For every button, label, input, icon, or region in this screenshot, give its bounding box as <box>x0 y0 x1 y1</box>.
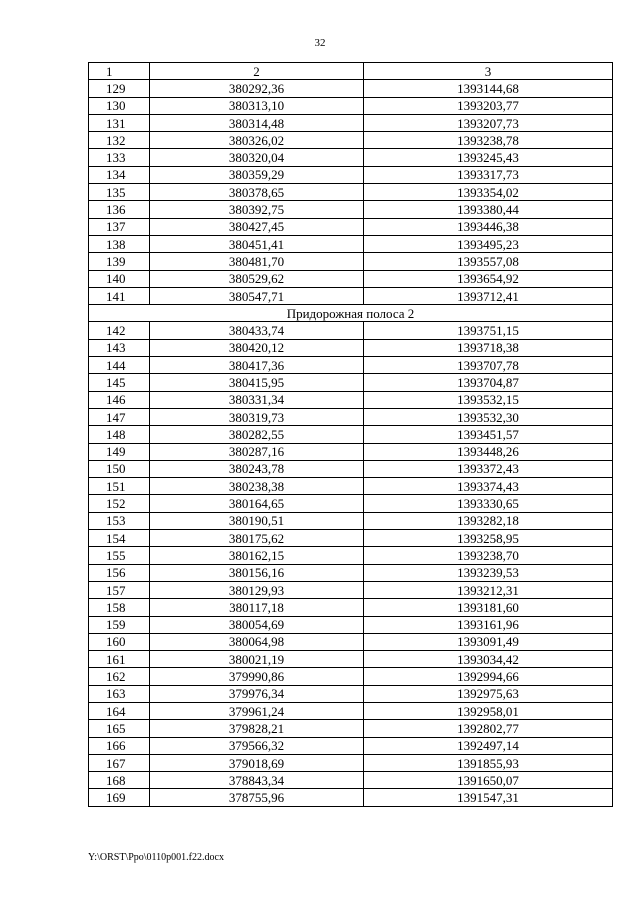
y-coordinate-cell: 1393751,15 <box>364 322 613 339</box>
x-coordinate-cell: 380129,93 <box>150 581 364 598</box>
y-coordinate-cell: 1393258,95 <box>364 530 613 547</box>
y-coordinate-cell: 1391855,93 <box>364 754 613 771</box>
y-coordinate-cell: 1393495,23 <box>364 235 613 252</box>
table-row <box>89 132 613 149</box>
x-coordinate-cell: 379828,21 <box>150 720 364 737</box>
table-row <box>89 685 613 702</box>
x-coordinate-cell: 380190,51 <box>150 512 364 529</box>
x-coordinate-cell: 380392,75 <box>150 201 364 218</box>
point-number-cell: 142 <box>89 322 150 339</box>
point-number-cell: 167 <box>89 754 150 771</box>
point-number-cell: 148 <box>89 426 150 443</box>
point-number-cell: 147 <box>89 408 150 425</box>
point-number-cell: 135 <box>89 184 150 201</box>
y-coordinate-cell: 1393238,78 <box>364 132 613 149</box>
y-coordinate-cell: 1393239,53 <box>364 564 613 581</box>
y-coordinate-cell: 1393034,42 <box>364 651 613 668</box>
coordinates-table <box>88 62 613 807</box>
point-number-cell: 145 <box>89 374 150 391</box>
table-row <box>89 322 613 339</box>
table-row <box>89 426 613 443</box>
table-row <box>89 772 613 789</box>
y-coordinate-cell: 1393380,44 <box>364 201 613 218</box>
point-number-cell: 150 <box>89 460 150 477</box>
table-row <box>89 460 613 477</box>
y-coordinate-cell: 1393704,87 <box>364 374 613 391</box>
x-coordinate-cell: 380021,19 <box>150 651 364 668</box>
x-coordinate-cell: 380481,70 <box>150 253 364 270</box>
table-row <box>89 235 613 252</box>
point-number-cell: 141 <box>89 287 150 304</box>
table-row <box>89 201 613 218</box>
table-row <box>89 287 613 304</box>
point-number-cell: 156 <box>89 564 150 581</box>
header-col-3: 3 <box>364 63 613 80</box>
x-coordinate-cell: 379976,34 <box>150 685 364 702</box>
point-number-cell: 133 <box>89 149 150 166</box>
x-coordinate-cell: 380313,10 <box>150 97 364 114</box>
y-coordinate-cell: 1393451,57 <box>364 426 613 443</box>
table-row <box>89 149 613 166</box>
point-number-cell: 136 <box>89 201 150 218</box>
y-coordinate-cell: 1393330,65 <box>364 495 613 512</box>
y-coordinate-cell: 1392975,63 <box>364 685 613 702</box>
point-number-cell: 155 <box>89 547 150 564</box>
table-row <box>89 702 613 719</box>
y-coordinate-cell: 1393372,43 <box>364 460 613 477</box>
y-coordinate-cell: 1393245,43 <box>364 149 613 166</box>
table-row <box>89 97 613 114</box>
table-row <box>89 166 613 183</box>
point-number-cell: 154 <box>89 530 150 547</box>
y-coordinate-cell: 1393654,92 <box>364 270 613 287</box>
y-coordinate-cell: 1393532,30 <box>364 408 613 425</box>
x-coordinate-cell: 380359,29 <box>150 166 364 183</box>
table-row <box>89 270 613 287</box>
table-row <box>89 184 613 201</box>
x-coordinate-cell: 379018,69 <box>150 754 364 771</box>
y-coordinate-cell: 1392497,14 <box>364 737 613 754</box>
x-coordinate-cell: 380451,41 <box>150 235 364 252</box>
table-row <box>89 114 613 131</box>
table-row <box>89 754 613 771</box>
table-row <box>89 391 613 408</box>
x-coordinate-cell: 380156,16 <box>150 564 364 581</box>
x-coordinate-cell: 380320,04 <box>150 149 364 166</box>
y-coordinate-cell: 1393354,02 <box>364 184 613 201</box>
table-row <box>89 547 613 564</box>
y-coordinate-cell: 1393446,38 <box>364 218 613 235</box>
x-coordinate-cell: 380282,55 <box>150 426 364 443</box>
point-number-cell: 158 <box>89 599 150 616</box>
table-row <box>89 357 613 374</box>
point-number-cell: 139 <box>89 253 150 270</box>
y-coordinate-cell: 1393374,43 <box>364 478 613 495</box>
table-row <box>89 495 613 512</box>
y-coordinate-cell: 1393238,70 <box>364 547 613 564</box>
y-coordinate-cell: 1391547,31 <box>364 789 613 806</box>
x-coordinate-cell: 380378,65 <box>150 184 364 201</box>
x-coordinate-cell: 380117,18 <box>150 599 364 616</box>
point-number-cell: 132 <box>89 132 150 149</box>
table-row <box>89 374 613 391</box>
point-number-cell: 162 <box>89 668 150 685</box>
x-coordinate-cell: 378843,34 <box>150 772 364 789</box>
x-coordinate-cell: 380547,71 <box>150 287 364 304</box>
point-number-cell: 143 <box>89 339 150 356</box>
point-number-cell: 161 <box>89 651 150 668</box>
point-number-cell: 160 <box>89 633 150 650</box>
x-coordinate-cell: 380292,36 <box>150 80 364 97</box>
table-row <box>89 564 613 581</box>
table-row <box>89 253 613 270</box>
x-coordinate-cell: 380529,62 <box>150 270 364 287</box>
y-coordinate-cell: 1391650,07 <box>364 772 613 789</box>
coordinates-table-body <box>89 63 613 807</box>
x-coordinate-cell: 380415,95 <box>150 374 364 391</box>
table-row <box>89 408 613 425</box>
x-coordinate-cell: 380319,73 <box>150 408 364 425</box>
point-number-cell: 166 <box>89 737 150 754</box>
file-path-footer: Y:\ORST\Ppo\0110p001.f22.docx <box>88 852 224 863</box>
point-number-cell: 149 <box>89 443 150 460</box>
point-number-cell: 134 <box>89 166 150 183</box>
point-number-cell: 169 <box>89 789 150 806</box>
x-coordinate-cell: 380314,48 <box>150 114 364 131</box>
x-coordinate-cell: 380054,69 <box>150 616 364 633</box>
table-row <box>89 668 613 685</box>
x-coordinate-cell: 380164,65 <box>150 495 364 512</box>
y-coordinate-cell: 1393317,73 <box>364 166 613 183</box>
x-coordinate-cell: 380238,38 <box>150 478 364 495</box>
x-coordinate-cell: 380287,16 <box>150 443 364 460</box>
y-coordinate-cell: 1393203,77 <box>364 97 613 114</box>
y-coordinate-cell: 1392994,66 <box>364 668 613 685</box>
section-title: Придорожная полоса 2 <box>89 305 613 322</box>
table-row <box>89 443 613 460</box>
table-row <box>89 599 613 616</box>
table-header-row <box>89 63 613 80</box>
section-row <box>89 305 613 322</box>
y-coordinate-cell: 1393207,73 <box>364 114 613 131</box>
y-coordinate-cell: 1393091,49 <box>364 633 613 650</box>
point-number-cell: 159 <box>89 616 150 633</box>
y-coordinate-cell: 1393718,38 <box>364 339 613 356</box>
x-coordinate-cell: 378755,96 <box>150 789 364 806</box>
point-number-cell: 165 <box>89 720 150 737</box>
x-coordinate-cell: 380162,15 <box>150 547 364 564</box>
x-coordinate-cell: 380331,34 <box>150 391 364 408</box>
table-row <box>89 339 613 356</box>
table-row <box>89 789 613 806</box>
x-coordinate-cell: 380433,74 <box>150 322 364 339</box>
point-number-cell: 130 <box>89 97 150 114</box>
point-number-cell: 151 <box>89 478 150 495</box>
y-coordinate-cell: 1393144,68 <box>364 80 613 97</box>
y-coordinate-cell: 1393282,18 <box>364 512 613 529</box>
point-number-cell: 152 <box>89 495 150 512</box>
point-number-cell: 157 <box>89 581 150 598</box>
point-number-cell: 168 <box>89 772 150 789</box>
y-coordinate-cell: 1393448,26 <box>364 443 613 460</box>
table-row <box>89 720 613 737</box>
y-coordinate-cell: 1393181,60 <box>364 599 613 616</box>
y-coordinate-cell: 1392958,01 <box>364 702 613 719</box>
table-row <box>89 651 613 668</box>
x-coordinate-cell: 380326,02 <box>150 132 364 149</box>
x-coordinate-cell: 380064,98 <box>150 633 364 650</box>
y-coordinate-cell: 1393532,15 <box>364 391 613 408</box>
table-row <box>89 530 613 547</box>
point-number-cell: 131 <box>89 114 150 131</box>
point-number-cell: 138 <box>89 235 150 252</box>
y-coordinate-cell: 1393712,41 <box>364 287 613 304</box>
x-coordinate-cell: 380427,45 <box>150 218 364 235</box>
table-row <box>89 218 613 235</box>
table-row <box>89 581 613 598</box>
point-number-cell: 140 <box>89 270 150 287</box>
point-number-cell: 129 <box>89 80 150 97</box>
table-row <box>89 80 613 97</box>
point-number-cell: 146 <box>89 391 150 408</box>
point-number-cell: 137 <box>89 218 150 235</box>
table-row <box>89 737 613 754</box>
x-coordinate-cell: 379961,24 <box>150 702 364 719</box>
x-coordinate-cell: 380417,36 <box>150 357 364 374</box>
x-coordinate-cell: 380420,12 <box>150 339 364 356</box>
table-row <box>89 478 613 495</box>
y-coordinate-cell: 1393557,08 <box>364 253 613 270</box>
y-coordinate-cell: 1392802,77 <box>364 720 613 737</box>
point-number-cell: 164 <box>89 702 150 719</box>
y-coordinate-cell: 1393707,78 <box>364 357 613 374</box>
table-row <box>89 512 613 529</box>
y-coordinate-cell: 1393161,96 <box>364 616 613 633</box>
page-number: 32 <box>314 37 326 49</box>
table-row <box>89 633 613 650</box>
x-coordinate-cell: 379566,32 <box>150 737 364 754</box>
x-coordinate-cell: 380175,62 <box>150 530 364 547</box>
table-row <box>89 616 613 633</box>
point-number-cell: 144 <box>89 357 150 374</box>
x-coordinate-cell: 379990,86 <box>150 668 364 685</box>
x-coordinate-cell: 380243,78 <box>150 460 364 477</box>
point-number-cell: 163 <box>89 685 150 702</box>
point-number-cell: 153 <box>89 512 150 529</box>
y-coordinate-cell: 1393212,31 <box>364 581 613 598</box>
header-col-1: 1 <box>89 63 150 80</box>
header-col-2: 2 <box>150 63 364 80</box>
